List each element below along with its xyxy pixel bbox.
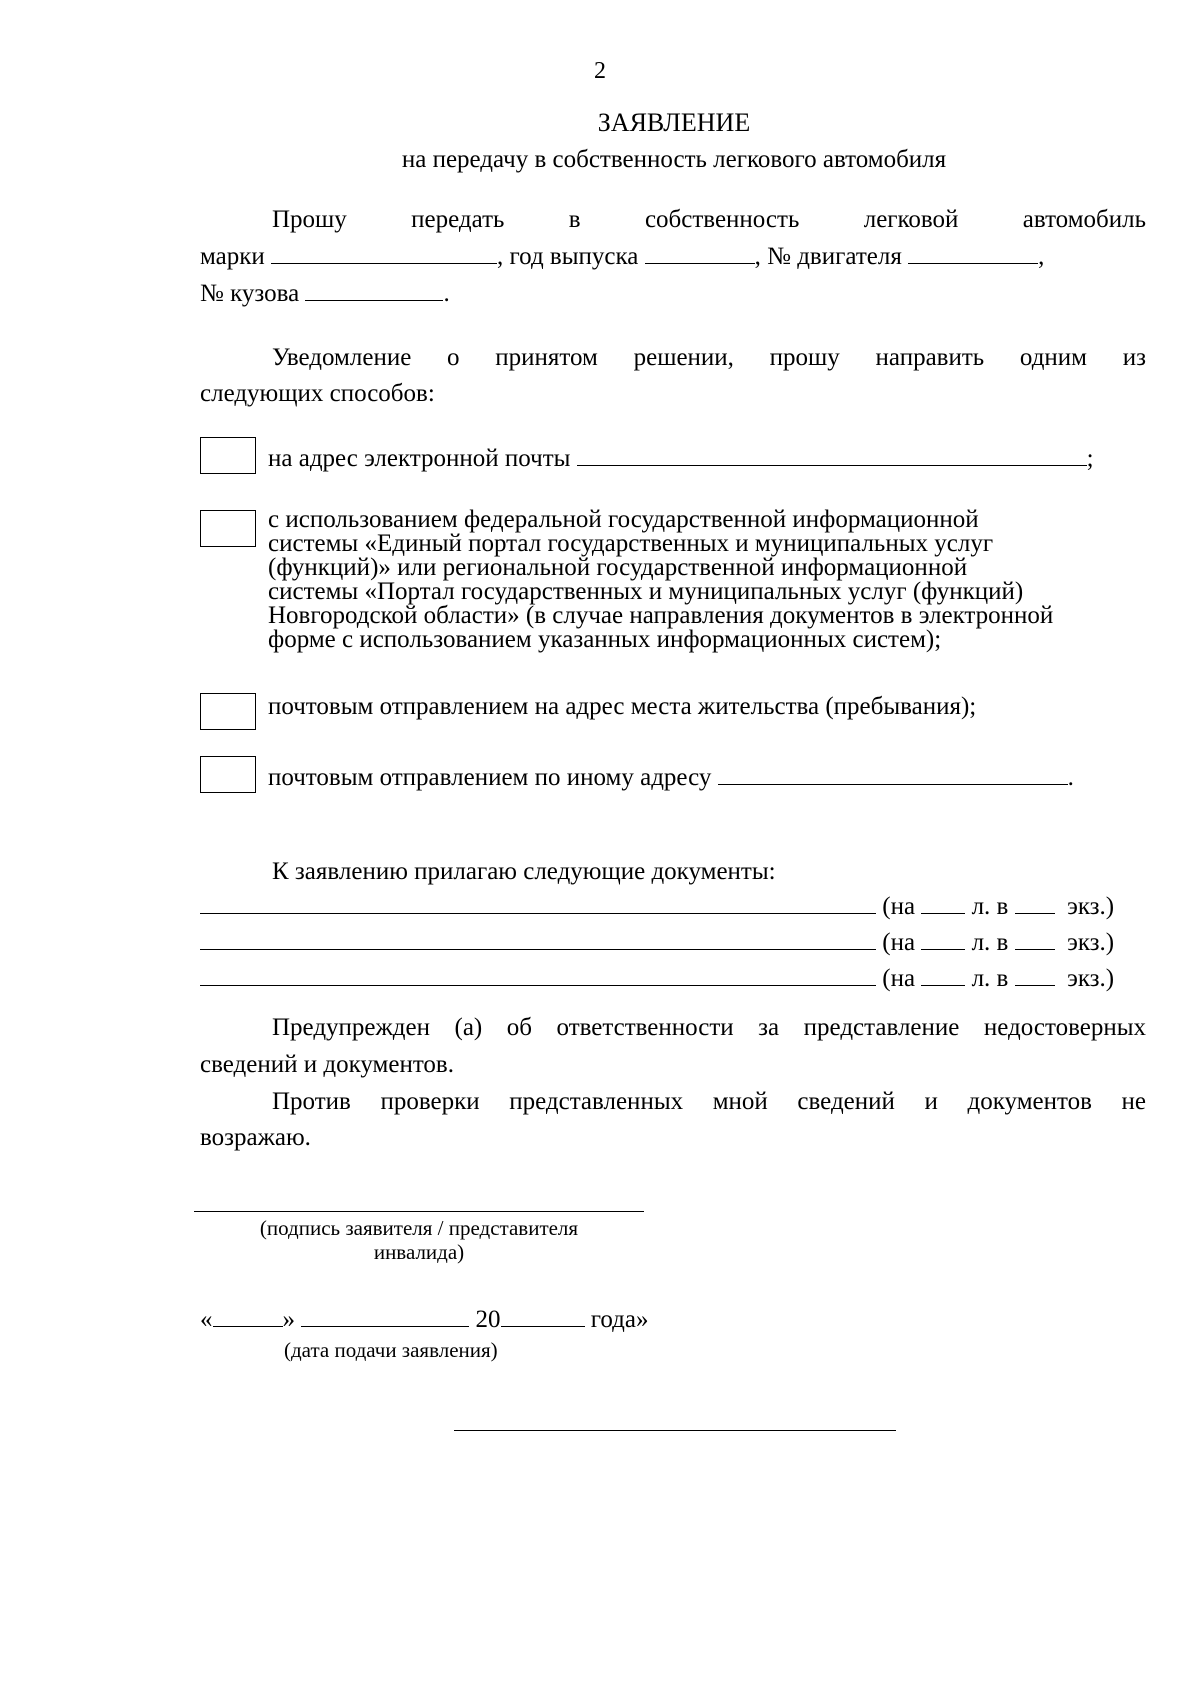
email-checkbox[interactable] — [200, 437, 256, 474]
mail-residence-label: почтовым отправлением на адрес места жительства (пребывания); — [268, 693, 977, 720]
attachment-sheets-label: л. в — [971, 929, 1009, 956]
body-number-field[interactable] — [305, 280, 443, 301]
portal-line-2: системы «Единый портал государственных и муниципальных услуг — [268, 530, 994, 557]
attachment-copies-label: экз.) — [1067, 965, 1115, 992]
request-line-1: Прошу передать в собственность легковой автомобиль — [272, 206, 1146, 233]
attachment-sheets-label: л. в — [971, 965, 1009, 992]
email-field[interactable] — [577, 445, 1087, 466]
attachment-copies-field[interactable] — [1015, 965, 1055, 986]
attachment-sheets-label: л. в — [971, 893, 1009, 920]
attachment-sheets-field[interactable] — [921, 965, 965, 986]
brand-label: марки — [200, 243, 265, 270]
attachment-name-field[interactable] — [200, 893, 876, 914]
attachment-sheets-field[interactable] — [921, 929, 965, 950]
date-caption: (дата подачи заявления) — [284, 1338, 498, 1362]
portal-line-1: с использованием федеральной государственной информационной — [268, 506, 979, 533]
bottom-signature-line[interactable] — [454, 1430, 896, 1431]
brand-field[interactable] — [271, 243, 497, 264]
attachment-row — [200, 893, 1114, 921]
date-row — [200, 1306, 648, 1334]
portal-checkbox[interactable] — [200, 510, 256, 547]
notice-line-1: Уведомление о принятом решении, прошу направить одним из — [272, 344, 1146, 371]
portal-line-3: (функций)» или региональной государственной информационной — [268, 554, 968, 581]
mail-other-end: . — [1067, 764, 1074, 791]
mail-other-option — [268, 764, 1074, 792]
engine-label: , № двигателя — [754, 243, 902, 270]
portal-option-text — [268, 508, 1053, 652]
attachment-na-label: (на — [882, 929, 916, 956]
year-label: , год выпуска — [497, 243, 639, 270]
comma: , — [1038, 243, 1045, 270]
date-close-quote: » — [282, 1306, 295, 1333]
date-open-quote: « — [200, 1306, 213, 1333]
attachment-na-label: (на — [882, 965, 916, 992]
email-option-end: ; — [1086, 445, 1094, 472]
signature-caption — [194, 1216, 644, 1264]
attachment-name-field[interactable] — [200, 965, 876, 986]
date-year-prefix: 20 — [475, 1306, 501, 1333]
attachment-copies-label: экз.) — [1067, 893, 1115, 920]
request-line-2 — [200, 243, 1044, 271]
period: . — [443, 280, 450, 307]
warning-line-1: Предупрежден (а) об ответственности за представление недостоверных — [272, 1014, 1146, 1041]
consent-line-1: Против проверки представленных мной сведений и документов не — [272, 1088, 1146, 1115]
attachment-copies-label: экз.) — [1067, 929, 1115, 956]
attachment-copies-field[interactable] — [1015, 893, 1055, 914]
attachment-copies-field[interactable] — [1015, 929, 1055, 950]
date-day-field[interactable] — [213, 1306, 283, 1327]
engine-field[interactable] — [908, 243, 1038, 264]
mail-residence-checkbox[interactable] — [200, 693, 256, 730]
document-subtitle: на передачу в собственность легкового автомобиля — [401, 146, 947, 173]
body-label: № кузова — [200, 280, 300, 307]
consent-line-2: возражаю. — [200, 1124, 311, 1151]
page-number: 2 — [594, 58, 606, 84]
date-month-field[interactable] — [301, 1306, 469, 1327]
signature-caption-line-1: (подпись заявителя / представителя — [259, 1216, 579, 1240]
document-title: ЗАЯВЛЕНИЕ — [597, 108, 751, 137]
request-line-3 — [200, 280, 450, 308]
signature-line[interactable] — [194, 1211, 644, 1212]
attachment-sheets-field[interactable] — [921, 893, 965, 914]
email-option-label: на адрес электронной почты — [268, 445, 571, 472]
attachment-name-field[interactable] — [200, 929, 876, 950]
notice-line-2: следующих способов: — [200, 380, 435, 407]
attachment-row — [200, 965, 1114, 993]
attachments-intro: К заявлению прилагаю следующие документы: — [272, 858, 776, 885]
mail-other-checkbox[interactable] — [200, 756, 256, 793]
portal-line-5: Новгородской области» (в случае направления документов в электронной — [268, 602, 1054, 629]
warning-line-2: сведений и документов. — [200, 1051, 454, 1078]
year-field[interactable] — [645, 243, 755, 264]
attachment-row — [200, 929, 1114, 957]
date-year-suffix: года» — [590, 1306, 649, 1333]
other-address-field[interactable] — [718, 764, 1068, 785]
signature-caption-line-2: инвалида) — [373, 1240, 465, 1264]
attachment-na-label: (на — [882, 893, 916, 920]
portal-line-6: форме с использованием указанных информационных систем); — [268, 626, 942, 653]
email-option — [268, 445, 1094, 473]
portal-line-4: системы «Портал государственных и муниципальных услуг (функций) — [268, 578, 1024, 605]
mail-other-label: почтовым отправлением по иному адресу — [268, 764, 712, 791]
date-year-field[interactable] — [501, 1306, 585, 1327]
